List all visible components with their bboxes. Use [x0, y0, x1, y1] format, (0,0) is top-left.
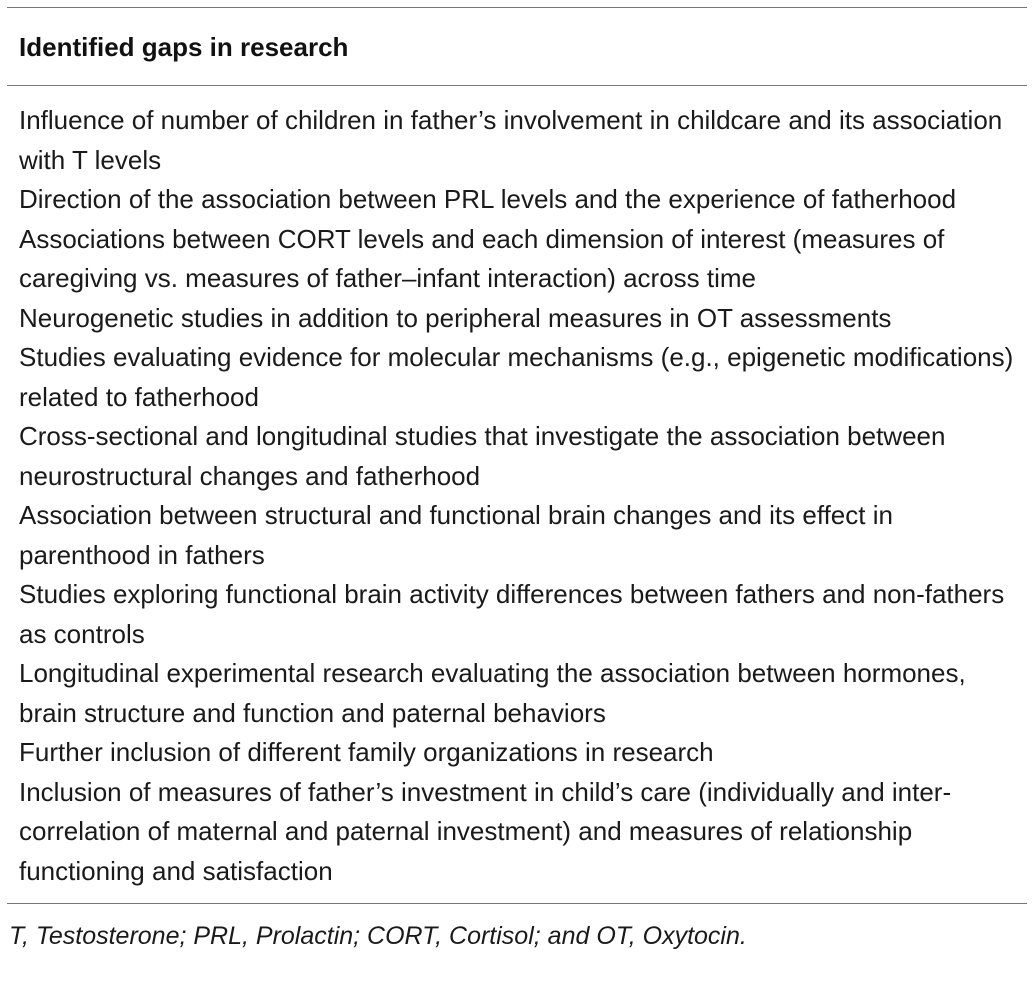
table-row: Studies exploring functional brain activity differences between fathers and non-fathers as controls	[19, 579, 1005, 649]
table-row: Further inclusion of different family organizations in research	[19, 737, 714, 767]
table-row: Longitudinal experimental research evaluating the association between hormones, brain structure and function and paternal behaviors	[19, 658, 966, 728]
column-header: Identified gaps in research	[19, 32, 349, 62]
table-row: Neurogenetic studies in addition to peripheral measures in OT assessments	[19, 302, 892, 333]
table-header-row	[7, 8, 1027, 86]
table-row: Inclusion of measures of father’s investment in child’s care (individually and inter-correlation of maternal and paternal investment) and measures of relationship functioning and satisfaction	[19, 776, 952, 886]
table-row: Association between structural and functional brain changes and its effect in parenthood in fathers	[19, 500, 893, 570]
table-row: Cross-sectional and longitudinal studies that investigate the association between neurostructural changes and fatherhood	[19, 421, 946, 491]
table-footnote: T, Testosterone; PRL, Prolactin; CORT, Cortisol; and OT, Oxytocin.	[9, 922, 747, 950]
table-row: Studies evaluating evidence for molecular mechanisms (e.g., epigenetic modifications) related to fatherhood	[19, 342, 1014, 412]
table-row: Direction of the association between PRL levels and the experience of fatherhood	[19, 184, 957, 214]
table-row: Influence of number of children in father’s involvement in childcare and its association with T levels	[19, 105, 1003, 175]
table-row: Associations between CORT levels and each dimension of interest (measures of caregiving vs. measures of father–infant interaction) across time	[19, 223, 945, 293]
table-body	[7, 86, 1027, 904]
research-gaps-table	[7, 7, 1027, 953]
